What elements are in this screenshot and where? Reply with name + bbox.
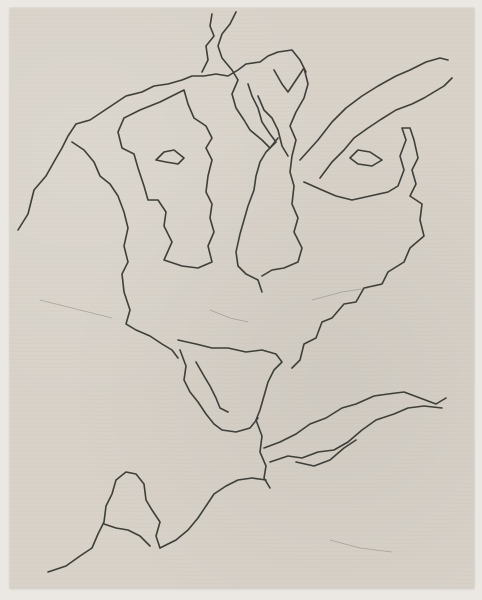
faint-traces — [40, 288, 392, 552]
faint-trace-4 — [330, 540, 392, 552]
faint-trace-1 — [40, 300, 112, 318]
ink-lines — [18, 12, 452, 572]
left-eye-frame — [118, 90, 214, 268]
top-stem-branch — [218, 12, 278, 148]
nose-inner-line — [258, 96, 288, 156]
nose-right-line — [262, 68, 308, 276]
left-cheek-line — [72, 142, 178, 358]
chin-line — [256, 420, 270, 488]
mouth-left-line — [180, 350, 258, 432]
mouth-inner-line — [196, 362, 228, 412]
faint-trace-2 — [312, 288, 368, 300]
neck-right-upper — [264, 392, 446, 448]
right-eye — [350, 150, 382, 166]
shoulder-line — [48, 472, 160, 572]
right-brow-lower — [320, 78, 452, 178]
left-eye — [156, 150, 184, 164]
top-stem-line — [202, 14, 214, 72]
lower-jaw-line — [160, 478, 266, 548]
right-brow-upper — [300, 58, 448, 160]
mouth-upper-line — [178, 340, 282, 420]
shoulder-inner-line — [104, 524, 150, 546]
faint-trace-3 — [210, 310, 248, 322]
neck-right-mid — [296, 440, 356, 466]
